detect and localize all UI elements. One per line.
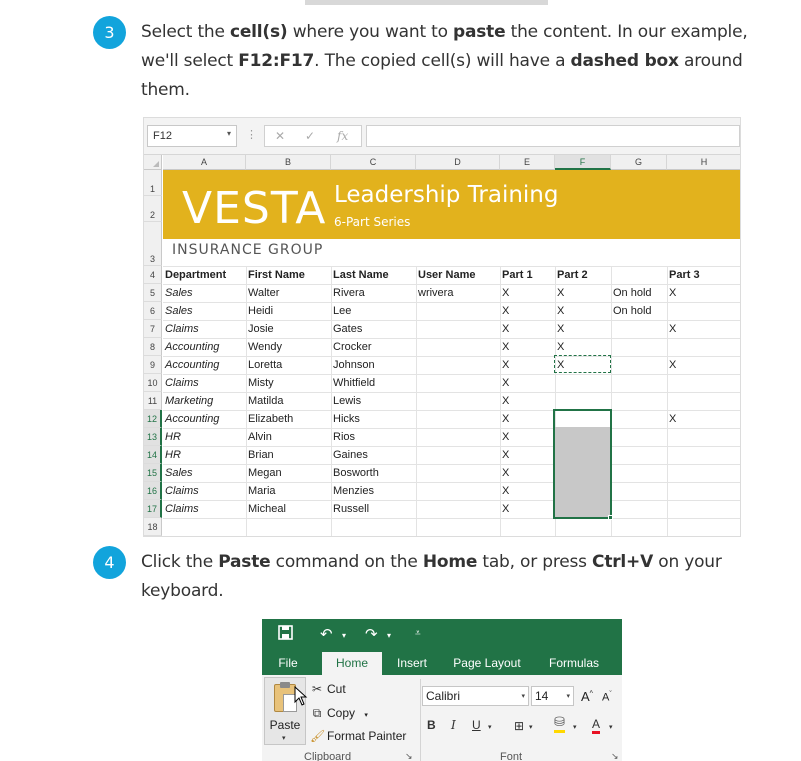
row-header-9[interactable]: 9 xyxy=(144,356,162,374)
fill-color-icon[interactable]: ⛁ xyxy=(554,716,565,733)
text-run: Click the xyxy=(141,552,219,572)
tab-insert[interactable]: Insert xyxy=(396,656,427,670)
tab-page-layout[interactable]: Page Layout xyxy=(453,656,521,670)
table-cell[interactable]: X xyxy=(502,413,510,425)
table-cell[interactable]: Gaines xyxy=(333,449,368,461)
company-logo-text: VESTA xyxy=(182,183,327,234)
table-cell[interactable]: X xyxy=(502,287,510,299)
table-cell[interactable]: Hicks xyxy=(333,413,360,425)
selected-range-border[interactable] xyxy=(553,409,612,519)
grow-font-button[interactable]: A^ xyxy=(581,689,593,704)
table-cell[interactable]: Josie xyxy=(248,323,274,335)
chevron-down-icon[interactable]: ▾ xyxy=(488,723,492,731)
excel-ribbon-screenshot xyxy=(262,619,622,761)
chevron-down-icon[interactable]: ▾ xyxy=(566,693,570,700)
select-all-corner[interactable] xyxy=(144,155,162,170)
table-cell[interactable]: HR xyxy=(165,449,181,461)
chevron-down-icon[interactable]: ▾ xyxy=(342,631,347,640)
table-cell[interactable]: Menzies xyxy=(333,485,374,497)
table-header-cell[interactable]: User Name xyxy=(418,269,476,281)
table-cell[interactable]: Matilda xyxy=(248,395,284,407)
group-divider xyxy=(420,679,421,761)
shrink-font-button[interactable]: $A^ˇ$ xyxy=(602,691,612,704)
grid-line xyxy=(500,266,501,536)
step-4-line-2: keyboard. xyxy=(141,581,224,601)
company-subtitle: INSURANCE GROUP xyxy=(172,242,324,258)
chevron-down-icon[interactable]: ▾ xyxy=(521,693,525,700)
table-cell[interactable]: X xyxy=(502,503,510,515)
bold-term: dashed box xyxy=(570,51,679,71)
table-cell[interactable]: X xyxy=(502,341,510,353)
formula-buttons xyxy=(264,125,362,147)
copy-icon: ⧉ xyxy=(312,706,322,720)
table-cell[interactable]: Sales xyxy=(165,305,193,317)
table-cell[interactable]: Maria xyxy=(248,485,276,497)
table-cell[interactable]: Walter xyxy=(248,287,280,299)
table-cell[interactable]: Marketing xyxy=(165,395,214,407)
table-header-cell[interactable]: Department xyxy=(165,269,227,281)
step-3-line-1 xyxy=(141,18,748,47)
column-header-e[interactable]: E xyxy=(500,155,555,170)
table-cell[interactable]: X xyxy=(502,395,510,407)
underline-button[interactable]: U xyxy=(472,718,481,732)
text-run: where you want to xyxy=(287,22,453,42)
copy-marquee xyxy=(554,355,611,373)
table-cell[interactable]: X xyxy=(557,287,565,299)
text-run: . The copied cell(s) will have a xyxy=(314,51,571,71)
table-cell[interactable]: X xyxy=(557,359,565,371)
column-header-f[interactable]: F xyxy=(555,155,611,170)
table-cell[interactable]: On hold xyxy=(613,305,652,317)
bold-term: paste xyxy=(452,22,506,42)
text-run: we'll select xyxy=(141,51,239,71)
row-header-17[interactable]: 17 xyxy=(144,500,162,518)
row-header-6[interactable]: 6 xyxy=(144,302,162,320)
table-cell[interactable]: Sales xyxy=(165,467,193,479)
table-cell[interactable]: X xyxy=(502,323,510,335)
name-box-value: F12 xyxy=(153,130,172,142)
table-cell[interactable]: X xyxy=(502,359,510,371)
table-cell[interactable]: Loretta xyxy=(248,359,283,371)
table-cell[interactable]: Bosworth xyxy=(333,467,379,479)
table-cell[interactable]: X xyxy=(502,431,510,443)
format-painter-button[interactable] xyxy=(310,729,406,743)
row-header-12[interactable]: 12 xyxy=(144,410,162,428)
bold-button[interactable]: B xyxy=(427,718,436,732)
table-cell[interactable]: X xyxy=(502,377,510,389)
table-cell[interactable]: wrivera xyxy=(418,287,454,299)
table-cell[interactable]: Misty xyxy=(248,377,274,389)
table-cell[interactable]: Crocker xyxy=(333,341,372,353)
grid-line xyxy=(416,266,417,536)
table-cell[interactable]: Accounting xyxy=(165,413,220,425)
scissors-icon: ✂ xyxy=(311,682,323,696)
step-4-line-1 xyxy=(141,548,722,577)
text-run: tab, or press xyxy=(477,552,593,572)
chevron-down-icon[interactable]: ▾ xyxy=(529,723,533,731)
row-header-7[interactable]: 7 xyxy=(144,320,162,338)
table-cell[interactable]: Micheal xyxy=(248,503,286,515)
clipboard-icon xyxy=(274,684,296,712)
text-run: the content. In our example, xyxy=(505,22,748,42)
table-cell[interactable]: X xyxy=(669,287,677,299)
name-box[interactable] xyxy=(147,125,237,147)
bold-term: Ctrl+V xyxy=(592,552,654,572)
table-cell[interactable]: X xyxy=(557,323,565,335)
dialog-launcher-icon[interactable]: ↘ xyxy=(611,751,619,761)
table-cell[interactable]: Heidi xyxy=(248,305,274,317)
text-run: Select the xyxy=(141,22,230,42)
table-header-cell[interactable]: Part 2 xyxy=(557,269,588,281)
step-3-line-2 xyxy=(141,47,743,76)
step-number-badge: 3 xyxy=(93,16,126,49)
bold-term: Home xyxy=(422,552,478,572)
grid-line xyxy=(246,266,247,536)
text-run: command on the xyxy=(270,552,423,572)
step-number-badge: 4 xyxy=(93,546,126,579)
table-header-cell[interactable]: Part 3 xyxy=(669,269,700,281)
copy-button[interactable] xyxy=(310,706,368,721)
row-header-4[interactable]: 4 xyxy=(144,266,162,284)
paste-label: Paste xyxy=(269,718,301,732)
table-cell[interactable]: Rios xyxy=(333,431,356,443)
table-cell[interactable]: Alvin xyxy=(248,431,272,443)
bold-term: F12:F17 xyxy=(238,51,315,71)
font-group-label: Font xyxy=(500,751,523,761)
font-size-select[interactable] xyxy=(531,686,574,706)
row-header-18[interactable]: 18 xyxy=(144,518,162,536)
column-header-g[interactable]: G xyxy=(611,155,667,170)
borders-icon[interactable]: ⊞ xyxy=(514,719,525,733)
table-cell[interactable]: Claims xyxy=(165,323,199,335)
grid-line xyxy=(331,266,332,536)
row-header-2[interactable]: 2 xyxy=(144,196,162,222)
table-cell[interactable]: Accounting xyxy=(165,341,220,353)
enter-icon[interactable]: ✓ xyxy=(305,129,316,143)
format-painter-label: Format Painter xyxy=(327,729,407,743)
table-cell[interactable]: HR xyxy=(165,431,181,443)
formula-input[interactable] xyxy=(366,125,740,147)
row-header-11[interactable]: 11 xyxy=(144,392,162,410)
dialog-launcher-icon[interactable]: ↘ xyxy=(405,751,413,761)
mouse-pointer-icon xyxy=(294,686,308,706)
font-name-value: Calibri xyxy=(426,689,461,703)
row-header-13[interactable]: 13 xyxy=(144,428,162,446)
clipboard-group-label: Clipboard xyxy=(304,751,352,761)
table-cell[interactable]: X xyxy=(669,359,677,371)
text-run: on your xyxy=(653,552,722,572)
step-3-line-3: them. xyxy=(141,80,190,100)
grow-font-icon: A xyxy=(581,689,590,704)
cut-button[interactable] xyxy=(310,682,346,696)
table-cell[interactable]: X xyxy=(502,305,510,317)
table-header-cell[interactable]: Last Name xyxy=(333,269,389,281)
row-header-3[interactable]: 3 xyxy=(144,222,162,266)
copy-label: Copy xyxy=(327,706,356,720)
chevron-down-icon[interactable]: ▾ xyxy=(364,712,368,719)
table-cell[interactable]: X xyxy=(502,485,510,497)
table-cell[interactable]: Lewis xyxy=(333,395,362,407)
table-cell[interactable]: X xyxy=(502,467,510,479)
paintbrush-icon: 🖌 xyxy=(310,729,326,743)
row-header-8[interactable]: 8 xyxy=(144,338,162,356)
table-cell[interactable]: Elizabeth xyxy=(248,413,294,425)
cancel-icon[interactable]: ✕ xyxy=(275,129,286,143)
table-cell[interactable]: X xyxy=(669,323,677,335)
table-cell[interactable]: Russell xyxy=(333,503,370,515)
row-header-14[interactable]: 14 xyxy=(144,446,162,464)
table-cell[interactable]: Johnson xyxy=(333,359,375,371)
chevron-down-icon[interactable]: ▾ xyxy=(573,723,577,731)
chevron-down-icon[interactable]: ▾ xyxy=(282,735,286,742)
table-cell[interactable]: Wendy xyxy=(248,341,283,353)
font-name-select[interactable] xyxy=(422,686,529,706)
row-header-16[interactable]: 16 xyxy=(144,482,162,500)
bold-term: cell(s) xyxy=(229,22,288,42)
table-cell[interactable]: Sales xyxy=(165,287,193,299)
column-header-h[interactable]: H xyxy=(667,155,741,170)
table-cell[interactable]: Claims xyxy=(165,485,199,497)
table-header-cell[interactable]: Part 1 xyxy=(502,269,533,281)
row-header-10[interactable]: 10 xyxy=(144,374,162,392)
font-size-value: 14 xyxy=(535,689,549,703)
undo-icon[interactable]: ↶ xyxy=(320,626,333,643)
chevron-down-icon[interactable]: ▾ xyxy=(387,631,392,640)
fill-handle[interactable] xyxy=(608,515,613,520)
redo-icon[interactable]: ↷ xyxy=(365,626,378,643)
grid-line xyxy=(163,536,741,537)
customize-icon[interactable]: ⩡ xyxy=(415,628,421,639)
column-header-d[interactable]: D xyxy=(416,155,500,170)
table-cell[interactable]: Brian xyxy=(248,449,274,461)
top-scroll-strip xyxy=(305,0,548,5)
table-cell[interactable]: Gates xyxy=(333,323,363,335)
column-header-a[interactable]: A xyxy=(163,155,246,170)
italic-button[interactable]: I xyxy=(451,718,456,732)
table-cell[interactable]: On hold xyxy=(613,287,652,299)
bold-term: Paste xyxy=(218,552,271,572)
table-cell[interactable]: Claims xyxy=(165,503,199,515)
table-header-cell[interactable]: First Name xyxy=(248,269,305,281)
cut-label: Cut xyxy=(327,682,346,696)
tab-home[interactable]: Home xyxy=(322,652,382,675)
tab-file[interactable]: File xyxy=(278,656,298,670)
table-cell[interactable]: X xyxy=(557,305,565,317)
chevron-down-icon[interactable]: ▾ xyxy=(226,129,231,138)
table-cell[interactable]: Claims xyxy=(165,377,199,389)
spreadsheet-screenshot xyxy=(143,117,741,537)
tab-formulas[interactable]: Formulas xyxy=(548,656,599,670)
more-options-icon: ⋮ xyxy=(246,129,257,141)
table-cell[interactable]: Lee xyxy=(333,305,352,317)
table-cell[interactable]: Rivera xyxy=(333,287,365,299)
table-cell[interactable]: X xyxy=(669,413,677,425)
column-header-b[interactable]: B xyxy=(246,155,331,170)
save-icon[interactable] xyxy=(278,625,293,644)
table-cell[interactable]: X xyxy=(557,341,565,353)
font-color-button[interactable]: A xyxy=(592,718,600,734)
row-header-15[interactable]: 15 xyxy=(144,464,162,482)
grid-line xyxy=(163,518,741,519)
grid-line xyxy=(667,266,668,536)
chevron-down-icon[interactable]: ▾ xyxy=(609,723,613,731)
banner-subtitle: 6-Part Series xyxy=(334,215,411,229)
table-cell[interactable]: Whitfield xyxy=(333,377,376,389)
formula-bar xyxy=(144,118,741,155)
shrink-font-icon: A xyxy=(602,691,610,704)
table-cell[interactable]: Megan xyxy=(248,467,282,479)
row-header-5[interactable]: 5 xyxy=(144,284,162,302)
column-header-c[interactable]: C xyxy=(331,155,416,170)
function-icon[interactable]: fx xyxy=(337,129,349,143)
row-header-1[interactable]: 1 xyxy=(144,170,162,196)
table-cell[interactable]: Accounting xyxy=(165,359,220,371)
text-run: around xyxy=(678,51,743,71)
banner-title: Leadership Training xyxy=(334,182,559,208)
table-cell[interactable]: X xyxy=(502,449,510,461)
